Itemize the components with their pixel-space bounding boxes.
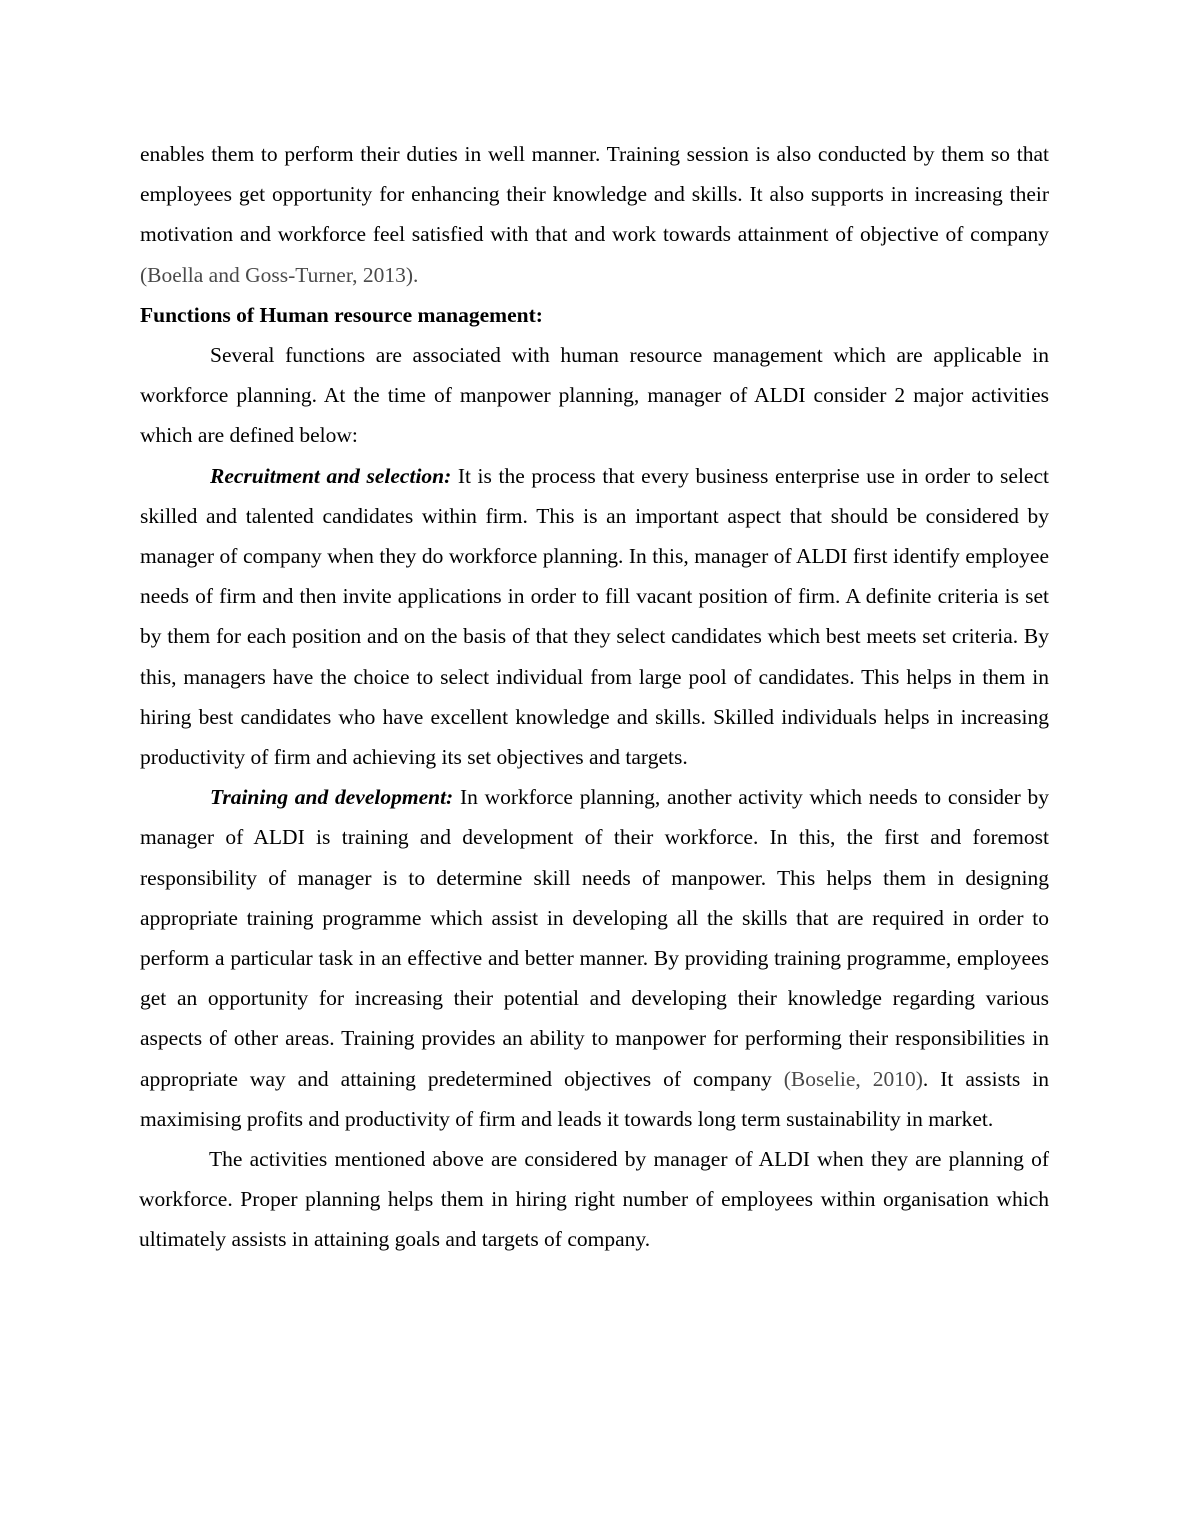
training-text: In workforce planning, another activity which needs to consider by manager of ALDI is training and development of their workforce. In this, the first and foremost responsibility of manager is to determine skill needs of manpower. This helps them in designing appropriate training programme which assist in developing all the skills that are required in order to perform a particular task in an effective and better manner. By providing training programme, employees get an opportunity for increasing their potential and developing their knowledge regarding various aspects of other areas. Training provides an ability to manpower for performing their responsibilities in appropriate way and attaining predetermined objectives of company (140, 785, 1049, 1091)
paragraph-functions: Several functions are associated with human resource management which are applicable in workforce planning. At the time of manpower planning, manager of ALDI consider 2 major activities which are defined below: (140, 343, 1049, 448)
paragraph-recruitment (140, 456, 1049, 778)
recruitment-text: It is the process that every business enterprise use in order to select skilled and talented candidates within firm. This is an important aspect that should be considered by manager of company when they do workforce planning. In this, manager of ALDI first identify employee needs of firm and then invite applications in order to fill vacant position of firm. A definite criteria is set by them for each position and on the basis of that they select candidates which best meets set criteria. By this, managers have the choice to select individual from large pool of candidates. This helps in them in hiring best candidates who have excellent knowledge and skills. Skilled individuals helps in increasing productivity of firm and achieving its set objectives and targets. (140, 463, 1049, 770)
citation-boella: (Boella and Goss-Turner, 2013) (140, 262, 414, 287)
paragraph-training (140, 777, 1049, 1139)
term-recruitment: Recruitment and selection: (210, 463, 452, 488)
paragraph-intro (140, 134, 1049, 295)
citation-boselie: (Boselie, 2010) (783, 1066, 923, 1091)
training-text-after: . It assists in maximising profits and productivity of firm and leads it towards long term sustainability in market. (140, 1066, 1049, 1131)
term-training: Training and development: (210, 785, 454, 810)
document-page (140, 134, 1049, 1260)
paragraph-conclusion: The activities mentioned above are considered by manager of ALDI when they are planning of workforce. Proper planning helps them in hiring right number of employees within organisation which ultimately assists in attaining goals and targets of company. (139, 1147, 1049, 1252)
citation-period: . (413, 262, 419, 287)
paragraph-intro-text: enables them to perform their duties in well manner. Training session is also conducted by them so that employees get opportunity for enhancing their knowledge and skills. It also supports in increasing their motivation and workforce feel satisfied with that and work towards attainment of objective of company (140, 142, 1049, 247)
section-heading: Functions of Human resource management: (140, 302, 543, 327)
